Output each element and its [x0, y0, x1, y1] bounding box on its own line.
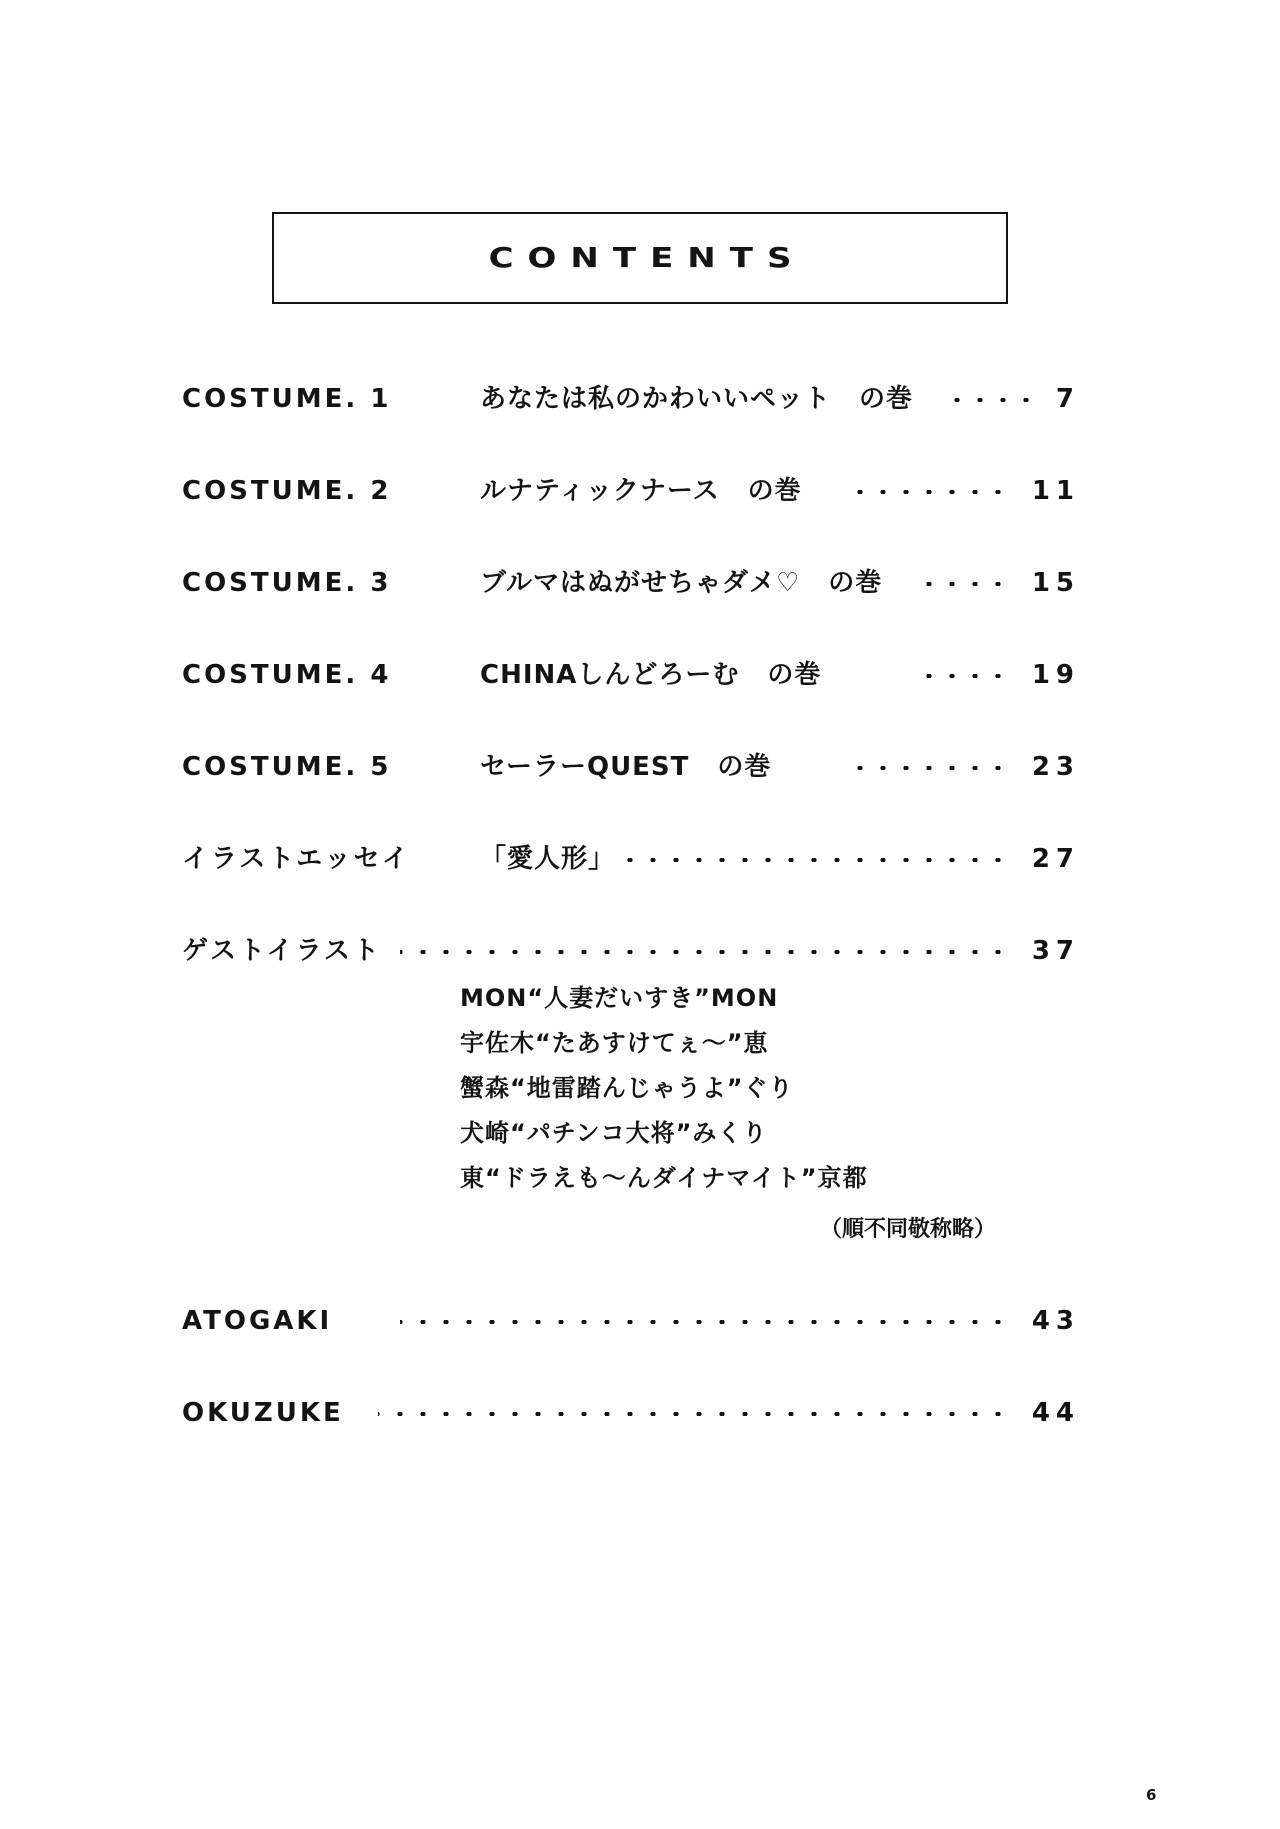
entry-label: COSTUME. 3 — [182, 568, 392, 598]
entry-page-number: 43 — [1031, 1306, 1080, 1336]
leader-dots — [400, 1320, 1018, 1324]
entry-page-number: 7 — [1055, 384, 1080, 414]
leader-dots — [954, 398, 1046, 402]
leader-dots — [622, 858, 1018, 862]
toc-entry-costume-1[interactable] — [182, 381, 1080, 417]
guest-line-5: 東“ドラえも～んダイナマイト”京都 — [460, 1164, 868, 1192]
entry-page-number: 15 — [1031, 568, 1080, 598]
toc-entry-guest-illust[interactable] — [182, 933, 1080, 969]
entry-page-number: 23 — [1031, 752, 1080, 782]
entry-title: ブルマはぬがせちゃダメ♡ の巻 — [480, 568, 883, 598]
page-title: CONTENTS — [488, 242, 806, 274]
entry-label: COSTUME. 5 — [182, 752, 392, 782]
entry-title: あなたは私のかわいいペット の巻 — [480, 384, 914, 414]
entry-label: COSTUME. 4 — [182, 660, 392, 690]
leader-dots — [400, 950, 1018, 954]
toc-entry-illust-essay[interactable] — [182, 841, 1080, 877]
contents-title-box — [272, 212, 1008, 304]
entry-suffix: の巻 — [717, 752, 772, 782]
entry-page-number: 19 — [1031, 660, 1080, 690]
entry-title: ルナティックナース の巻 — [480, 476, 802, 506]
guest-line-3: 蟹森“地雷踏んじゃうよ”ぐり — [460, 1074, 794, 1102]
toc-entry-atogaki[interactable] — [182, 1303, 1080, 1339]
toc-entry-costume-5[interactable] — [182, 749, 1080, 785]
entry-label: ATOGAKI — [182, 1306, 333, 1336]
toc-entry-costume-3[interactable] — [182, 565, 1080, 601]
guest-line-4: 犬崎“パチンコ大将”みくり — [460, 1119, 768, 1147]
leader-dots — [840, 490, 1018, 494]
entry-label: COSTUME. 2 — [182, 476, 392, 506]
entry-page-number: 27 — [1031, 844, 1080, 874]
guest-note: （順不同敬称略） — [820, 1217, 997, 1242]
toc-entry-okuzuke[interactable] — [182, 1395, 1080, 1431]
entry-label: COSTUME. 1 — [182, 384, 392, 414]
entry-page-number: 44 — [1031, 1398, 1080, 1428]
toc-entry-costume-4[interactable] — [182, 657, 1080, 693]
entry-suffix: の巻 — [859, 384, 914, 414]
entry-page-number: 11 — [1031, 476, 1080, 506]
guest-line-1: MON“人妻だいすき”MON — [460, 984, 779, 1012]
entry-title: セーラーQUEST の巻 — [480, 752, 772, 782]
entry-suffix: の巻 — [747, 476, 802, 506]
entry-label: OKUZUKE — [182, 1398, 344, 1428]
entry-title: CHINAしんどろーむ の巻 — [480, 660, 822, 690]
guest-line-2: 宇佐木“たあすけてぇ～”恵 — [460, 1029, 769, 1057]
entry-page-number: 37 — [1031, 936, 1080, 966]
leader-dots — [920, 674, 1018, 678]
toc-entry-costume-2[interactable] — [182, 473, 1080, 509]
page-number: 6 — [1146, 1786, 1157, 1804]
leader-dots — [922, 582, 1018, 586]
entry-suffix: の巻 — [767, 660, 822, 690]
entry-title: 「愛人形」 — [480, 844, 616, 874]
leader-dots — [842, 766, 1018, 770]
entry-label: イラストエッセイ — [182, 844, 411, 874]
entry-label: ゲストイラスト — [182, 936, 382, 966]
entry-suffix: の巻 — [828, 568, 883, 598]
leader-dots — [378, 1412, 1018, 1416]
